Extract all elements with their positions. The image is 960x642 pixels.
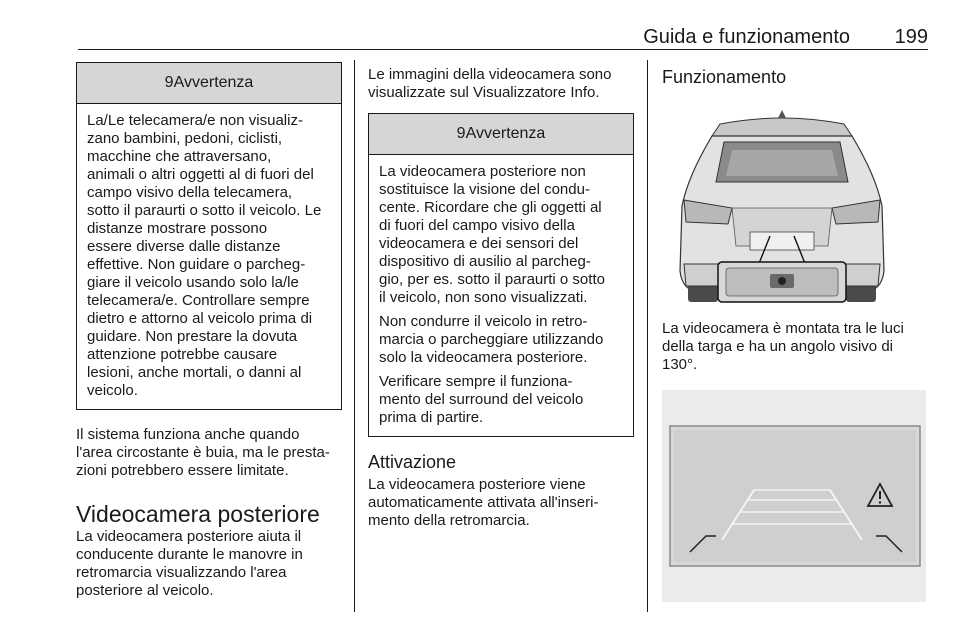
text-line: dietro e attorno al veicolo prima di: [87, 310, 313, 327]
column-1: [76, 62, 342, 600]
warning-body: [369, 155, 633, 436]
text-line: di fuori del campo visivo della: [379, 217, 575, 234]
text-line: attenzione potrebbe causare: [87, 346, 278, 363]
page-header: [78, 18, 928, 50]
text-line: solo la videocamera posteriore.: [379, 349, 588, 366]
column-2: [368, 62, 634, 530]
paragraph: [76, 528, 342, 600]
text-line: posteriore al veicolo.: [76, 582, 214, 599]
text-line: Non condurre il veicolo in retro-: [379, 313, 588, 330]
warning-text: [379, 313, 624, 367]
section-heading: Attivazione: [368, 452, 457, 472]
text-line: della targa e ha un angolo visivo di: [662, 338, 893, 355]
text-line: prima di partire.: [379, 409, 484, 426]
paragraph: [662, 320, 926, 374]
warning-body: [77, 104, 341, 409]
text-line: mento del surround del veicolo: [379, 391, 584, 408]
text-line: 130°.: [662, 356, 698, 373]
text-line: zioni potrebbero essere limitate.: [76, 462, 289, 479]
page-number: 199: [894, 26, 928, 48]
text-line: visualizzate sul Visualizzatore Info.: [368, 84, 600, 101]
text-line: La videocamera posteriore aiuta il: [76, 528, 302, 545]
text-line: telecamera/e. Controllare sempre: [87, 292, 310, 309]
text-line: cente. Ricordare che gli oggetti al: [379, 199, 602, 216]
warning-box: [368, 113, 634, 437]
warning-box: [76, 62, 342, 410]
column-divider: [354, 60, 355, 612]
text-line: La videocamera è montata tra le luci: [662, 320, 904, 337]
text-line: retromarcia visualizzando l'area: [76, 564, 287, 581]
warning-header: [369, 114, 633, 155]
rear-camera-display-illustration: [662, 390, 926, 602]
text-line: distanze mostrare possono: [87, 220, 268, 237]
warning-text: [87, 112, 332, 400]
warning-title: Avvertenza: [173, 74, 254, 91]
text-line: effettive. Non guidare o parcheg-: [87, 256, 306, 273]
text-line: gio, per es. sotto il paraurti o sotto: [379, 271, 605, 288]
text-line: conducente durante le manovre in: [76, 546, 303, 563]
warning-text: [379, 373, 624, 427]
text-line: il veicolo, non sono visualizzati.: [379, 289, 588, 306]
warning-symbol: 9: [164, 74, 174, 91]
section-heading: Funzionamento: [662, 67, 787, 87]
text-line: La videocamera posteriore non: [379, 163, 586, 180]
text-line: automaticamente attivata all'inseri-: [368, 494, 599, 511]
text-line: dispositivo di ausilio al parcheg-: [379, 253, 591, 270]
rear-camera-location-illustration: [662, 96, 902, 306]
text-line: essere diverse dalle distanze: [87, 238, 281, 255]
text-line: Verificare sempre il funziona-: [379, 373, 573, 390]
text-line: animali o altri oggetti al di fuori del: [87, 166, 314, 183]
text-line: marcia o parcheggiare utilizzando: [379, 331, 604, 348]
header-title: Guida e funzionamento: [643, 26, 850, 48]
text-line: guidare. Non prestare la dovuta: [87, 328, 298, 345]
text-line: sostituisce la visione del condu-: [379, 181, 590, 198]
paragraph: [76, 426, 342, 480]
text-line: mento della retromarcia.: [368, 512, 530, 529]
column-divider: [647, 60, 648, 612]
text-line: l'area circostante è buia, ma le presta-: [76, 444, 330, 461]
warning-symbol: 9: [456, 125, 466, 142]
paragraph: [368, 476, 634, 530]
text-line: videocamera e dei sensori del: [379, 235, 579, 252]
section-heading: Videocamera posteriore: [76, 501, 320, 527]
text-line: La videocamera posteriore viene: [368, 476, 586, 493]
warning-text: [379, 163, 624, 307]
text-line: veicolo.: [87, 382, 138, 399]
text-line: lesioni, anche mortali, o danni al: [87, 364, 302, 381]
text-line: macchine che attraversano,: [87, 148, 272, 165]
text-line: Le immagini della videocamera sono: [368, 66, 612, 83]
text-line: giare il veicolo usando solo la/le: [87, 274, 299, 291]
text-line: La/Le telecamera/e non visualiz-: [87, 112, 303, 129]
header-rule: [78, 49, 928, 50]
text-line: zano bambini, pedoni, ciclisti,: [87, 130, 283, 147]
warning-title: Avvertenza: [465, 125, 546, 142]
column-3: [662, 62, 926, 602]
paragraph: [368, 66, 634, 102]
text-line: campo visivo della telecamera,: [87, 184, 293, 201]
text-line: Il sistema funziona anche quando: [76, 426, 300, 443]
warning-header: [77, 63, 341, 104]
text-line: sotto il paraurti o sotto il veicolo. Le: [87, 202, 322, 219]
